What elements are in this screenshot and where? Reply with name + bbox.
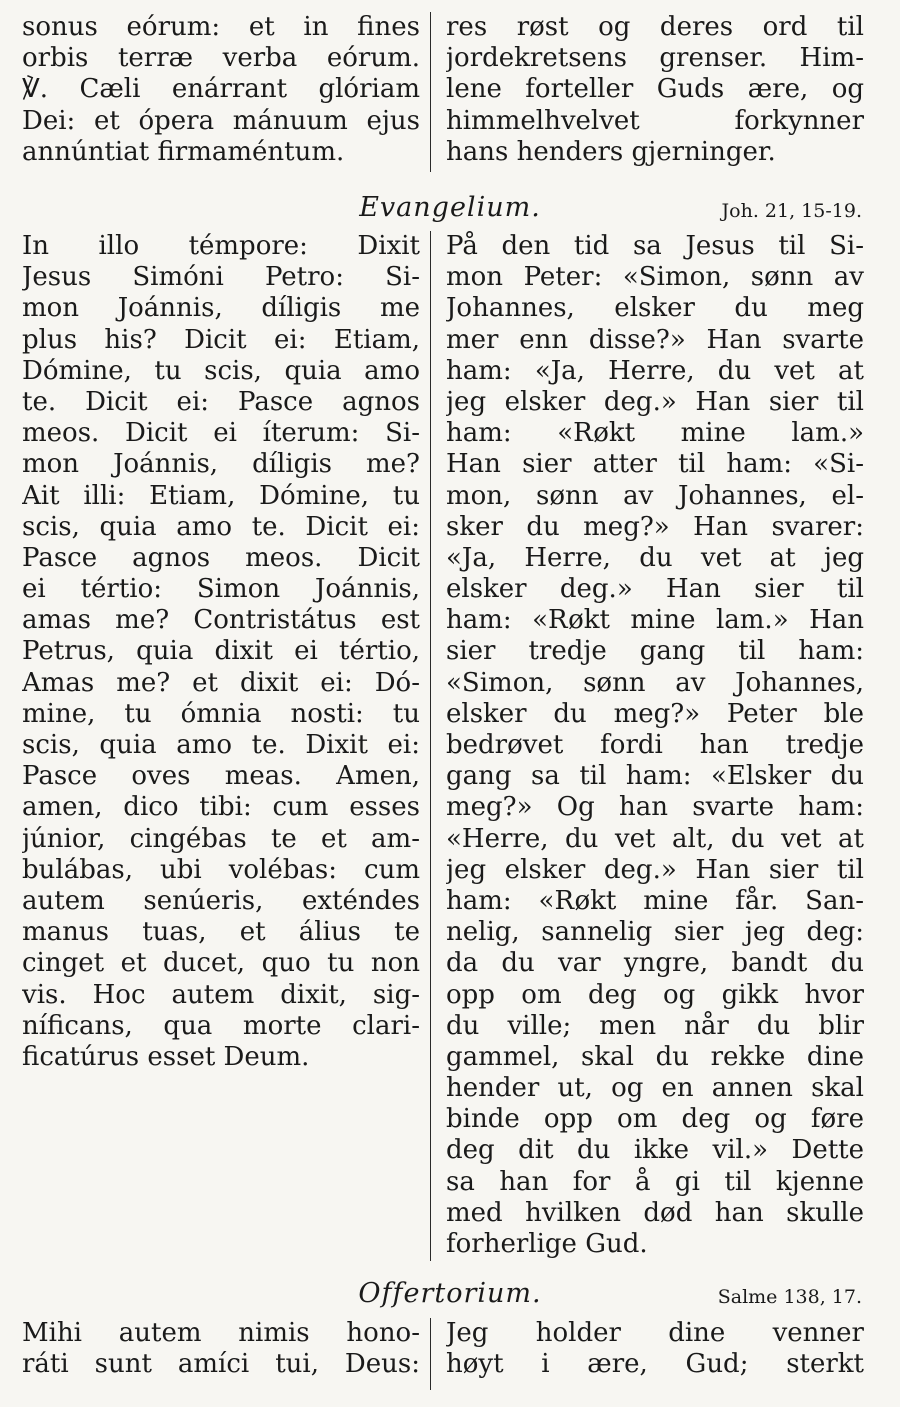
text-line: Johannes, elsker du meg xyxy=(446,293,864,324)
text-line: forherlige Gud. xyxy=(446,1229,648,1259)
text-line: amen, dico tibi: cum esses xyxy=(22,792,420,823)
text-line: deg dit du ikke vil.» Dette xyxy=(446,1135,864,1166)
text-line: nelig, sannelig sier jeg deg: xyxy=(446,917,864,948)
column-divider xyxy=(430,231,431,1261)
text-line: med hvilken død han skulle xyxy=(446,1197,864,1228)
latin-column xyxy=(22,12,420,168)
text-line: Jeg holder dine venner xyxy=(446,1318,864,1348)
section-title: Evangelium. xyxy=(359,192,541,223)
text-line: manus tuas, et álius te xyxy=(22,917,420,948)
norwegian-column xyxy=(446,12,864,168)
text-line: ei tértio: Simon Joánnis, xyxy=(22,574,420,605)
section-title: Offertorium. xyxy=(358,1278,542,1309)
text-line: vis. Hoc autem dixit, sig- xyxy=(22,979,420,1010)
norwegian-column xyxy=(446,1318,864,1380)
text-line: amas me? Contristátus est xyxy=(22,605,420,636)
evangelium-body xyxy=(0,231,900,1261)
text-line: Ait illi: Etiam, Dómine, tu xyxy=(22,480,420,511)
scripture-reference: Joh. 21, 15-19. xyxy=(721,200,862,222)
text-line: hans henders gjerninger. xyxy=(446,136,776,167)
text-line: Han sier atter til ham: «Si- xyxy=(446,449,864,480)
text-line: mine, tu ómnia nosti: tu xyxy=(22,698,420,729)
text-line: níficans, qua morte clari- xyxy=(22,1010,420,1041)
text-line: gammel, skal du rekke dine xyxy=(446,1041,864,1072)
text-line: jeg elsker deg.» Han sier til xyxy=(446,854,864,885)
latin-column xyxy=(22,231,420,1073)
offertorium-body xyxy=(0,1318,900,1390)
text-line: res røst og deres ord til xyxy=(446,12,864,42)
scripture-reference: Salme 138, 17. xyxy=(717,1286,862,1308)
text-line: Dei: et ópera mánuum ejus xyxy=(22,105,420,136)
text-line: himmelhvelvet forkynner xyxy=(446,105,864,136)
text-line: lene forteller Guds ære, og xyxy=(446,74,864,105)
text-line: sker du meg?» Han svarer: xyxy=(446,511,864,542)
text-line: «Herre, du vet alt, du vet at xyxy=(446,823,864,854)
text-line: orbis terræ verba eórum. xyxy=(22,43,420,74)
text-line: ℣. Cæli enárrant glóriam xyxy=(22,74,420,105)
text-line: meg?» Og han svarte ham: xyxy=(446,792,864,823)
text-line: jeg elsker deg.» Han sier til xyxy=(446,386,864,417)
text-line: autem senúeris, exténdes xyxy=(22,885,420,916)
text-line: scis, quia amo te. Dixit ei: xyxy=(22,730,420,760)
text-line: Dómine, tu scis, quia amo xyxy=(22,355,420,386)
text-line: elsker du meg?» Peter ble xyxy=(446,698,864,729)
text-line: mer enn disse?» Han svarte xyxy=(446,324,864,355)
text-line: cinget et ducet, quo tu non xyxy=(22,948,420,979)
column-divider xyxy=(430,1318,431,1390)
text-line: ham: «Ja, Herre, du vet at xyxy=(446,355,864,386)
text-line: «Simon, sønn av Johannes, xyxy=(446,667,864,698)
text-line: På den tid sa Jesus til Si- xyxy=(446,231,864,261)
text-line: Pasce agnos meos. Dicit xyxy=(22,542,420,573)
norwegian-column xyxy=(446,231,864,1260)
text-line: Jesus Simóni Petro: Si- xyxy=(22,262,420,293)
text-line: sier tredje gang til ham: xyxy=(446,636,864,667)
text-line: Petrus, quia dixit ei tértio, xyxy=(22,636,420,667)
text-line: sa han for å gi til kjenne xyxy=(446,1166,864,1197)
text-line: jordekretsens grenser. Him- xyxy=(446,43,864,74)
text-line: Pasce oves meas. Amen, xyxy=(22,761,420,792)
text-line: plus his? Dicit ei: Etiam, xyxy=(22,324,420,355)
text-line: binde opp om deg og føre xyxy=(446,1104,864,1135)
text-line: hender ut, og en annen skal xyxy=(446,1073,864,1104)
text-line: mon Joánnis, díligis me xyxy=(22,293,420,324)
text-line: da du var yngre, bandt du xyxy=(446,948,864,979)
text-line: mon Peter: «Simon, sønn av xyxy=(446,262,864,293)
text-line: gang sa til ham: «Elsker du xyxy=(446,761,864,792)
text-line: Amas me? et dixit ei: Dó- xyxy=(22,667,420,698)
offertorium-heading xyxy=(0,1276,900,1312)
text-line: ráti sunt amíci tui, Deus: xyxy=(22,1349,420,1380)
text-line: sonus eórum: et in fines xyxy=(22,12,420,42)
text-line: bedrøvet fordi han tredje xyxy=(446,730,864,760)
text-line: ham: «Røkt mine lam.» Han xyxy=(446,605,864,636)
text-line: meos. Dicit ei íterum: Si- xyxy=(22,418,420,449)
psalm-continuation xyxy=(0,12,900,172)
text-line: júnior, cingébas te et am- xyxy=(22,823,420,854)
text-line: bulábas, ubi volébas: cum xyxy=(22,854,420,885)
evangelium-heading xyxy=(0,190,900,226)
text-line: ficatúrus esset Deum. xyxy=(22,1041,310,1072)
text-line: In illo témpore: Dixit xyxy=(22,231,420,261)
text-line: scis, quia amo te. Dicit ei: xyxy=(22,511,420,542)
text-line: elsker deg.» Han sier til xyxy=(446,574,864,605)
text-line: opp om deg og gikk hvor xyxy=(446,979,864,1010)
column-divider xyxy=(430,12,431,172)
text-line: Mihi autem nimis hono- xyxy=(22,1318,420,1348)
text-line: ham: «Røkt mine får. San- xyxy=(446,885,864,916)
text-line: te. Dicit ei: Pasce agnos xyxy=(22,386,420,417)
latin-column xyxy=(22,1318,420,1380)
text-line: du ville; men når du blir xyxy=(446,1010,864,1041)
text-line: ham: «Røkt mine lam.» xyxy=(446,418,864,449)
text-line: mon Joánnis, díligis me? xyxy=(22,449,420,480)
text-line: mon, sønn av Johannes, el- xyxy=(446,480,864,511)
text-line: høyt i ære, Gud; sterkt xyxy=(446,1349,864,1380)
text-line: annúntiat firmaméntum. xyxy=(22,136,345,167)
text-line: «Ja, Herre, du vet at jeg xyxy=(446,542,864,573)
